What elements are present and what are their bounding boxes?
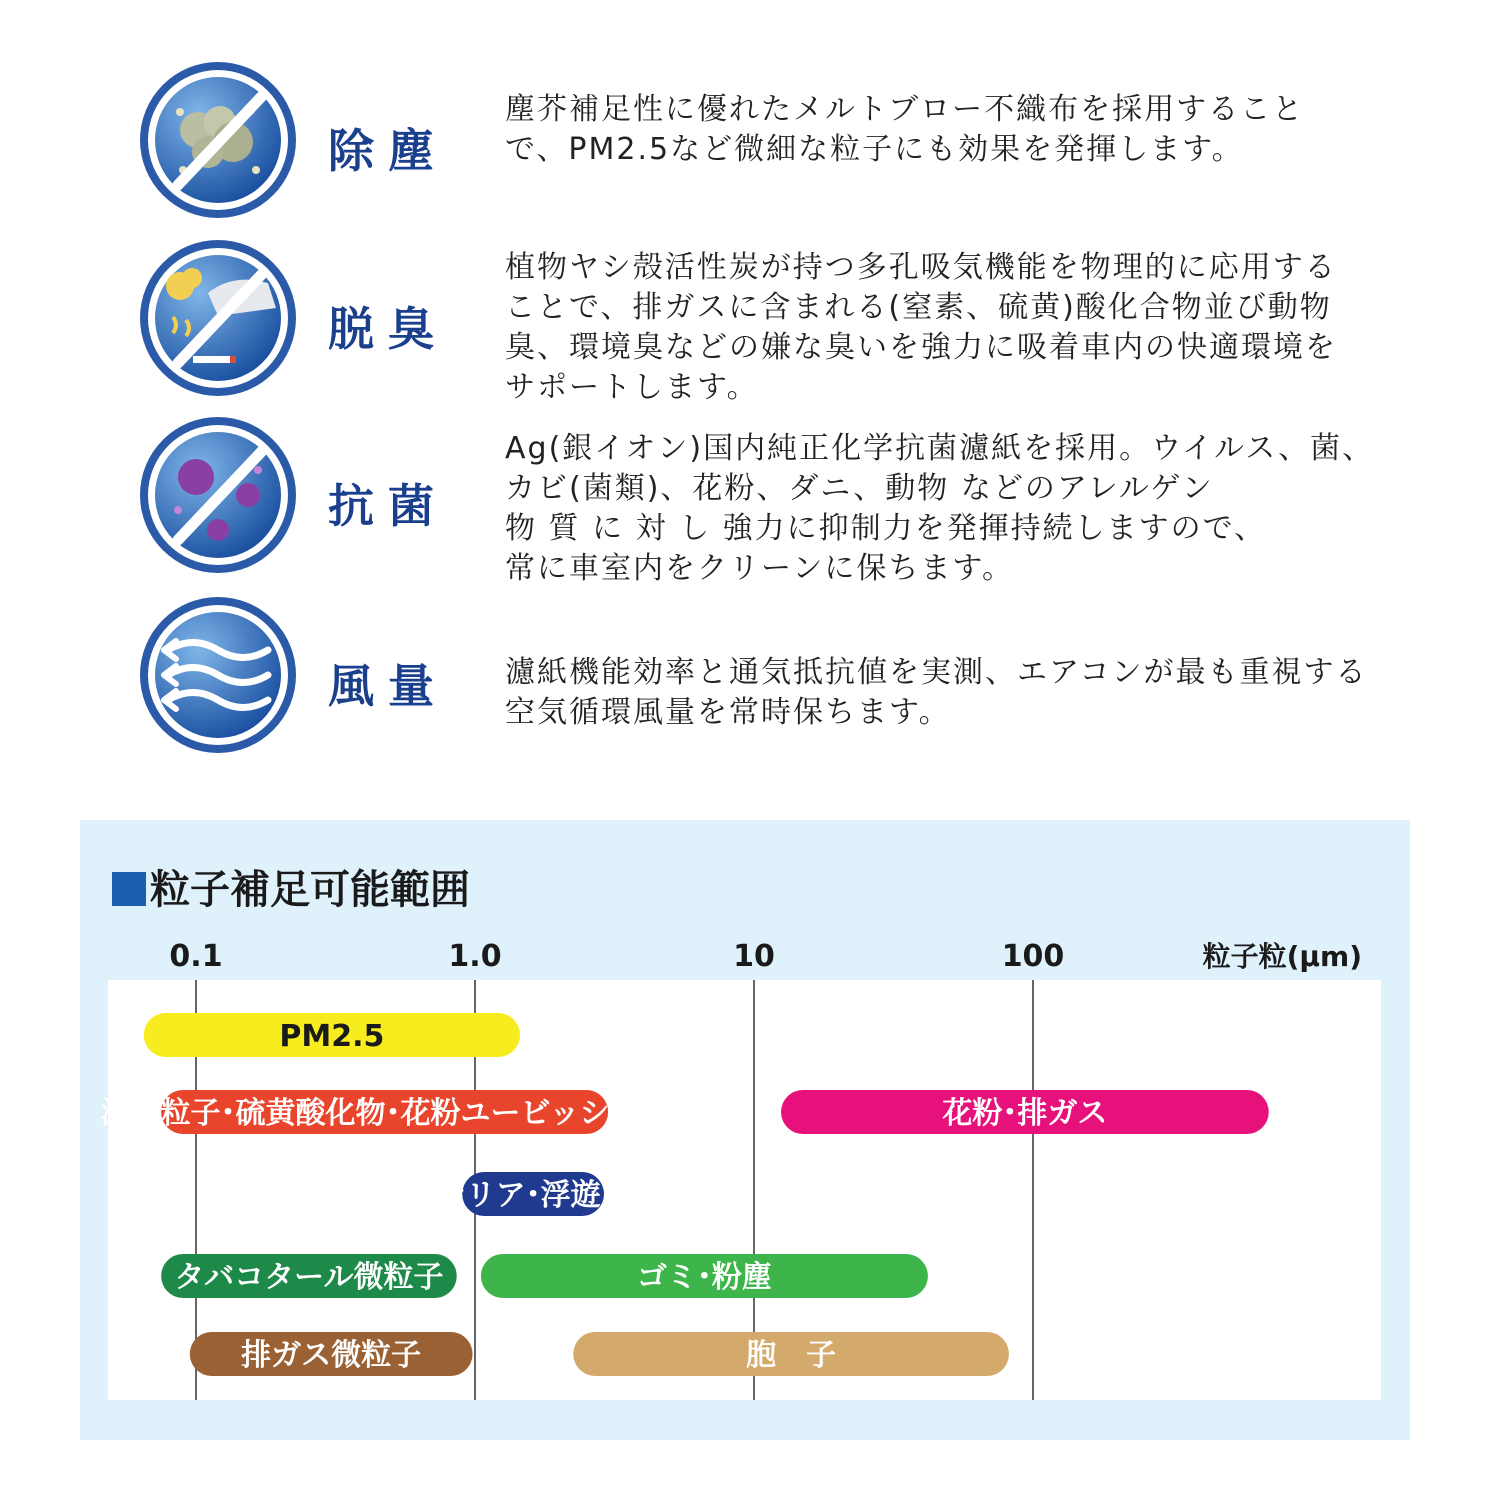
x-tick-label: 0.1 (169, 939, 223, 974)
range-bar-label: タバコタール微粒子 (174, 1260, 444, 1295)
chart-heading (112, 858, 470, 915)
description-line: 物 質 に 対 し 強力に抑制力を発揮持続しますので、 (505, 511, 1267, 546)
feature-title: 除塵 (328, 124, 448, 178)
feature-title: 抗菌 (328, 479, 448, 533)
description-line: カビ(菌類)、花粉、ダニ、動物 などのアレルゲン (505, 471, 1214, 506)
description-line: ことで、排ガスに含まれる(窒素、硫黄)酸化合物並び動物 (505, 290, 1332, 325)
feature-description (505, 429, 1405, 589)
x-axis-unit-label: 粒子粒(μm) (1202, 940, 1362, 973)
odor-icon (138, 238, 298, 398)
feature-description (505, 653, 1405, 733)
heading-square-marker (112, 872, 146, 906)
range-bar-label: バクテリア･浮遊カビ菌 (375, 1178, 691, 1213)
description-line: Ag(銀イオン)国内純正化学抗菌濾紙を採用。ウイルス、菌、 (505, 431, 1375, 466)
description-line: 空気循環風量を常時保ちます。 (505, 695, 951, 730)
dust-icon (138, 60, 298, 220)
range-bar-label: 排ガス微粒子 (241, 1338, 422, 1373)
chart-title: 粒子補足可能範囲 (150, 867, 470, 913)
feature-title: 風量 (328, 659, 448, 713)
range-bar-label: 浮遊粒子･硫黄酸化物･花粉ユービッシュ体 (100, 1096, 669, 1131)
particle-range-panel (80, 820, 1410, 1440)
x-tick-label: 10 (733, 939, 775, 974)
range-bar-label: ゴミ･粉塵 (636, 1260, 772, 1295)
description-line: サポートします。 (505, 370, 759, 405)
range-bar-label: 花粉･排ガス (942, 1096, 1108, 1131)
x-tick-label: 100 (1001, 939, 1065, 974)
airflow-icon (138, 595, 298, 755)
range-bar-label: PM2.5 (279, 1019, 385, 1054)
x-tick-label: 1.0 (448, 939, 502, 974)
description-line: 植物ヤシ殻活性炭が持つ多孔吸気機能を物理的に応用する (505, 250, 1337, 285)
description-line: 濾紙機能効率と通気抵抗値を実測、エアコンが最も重視する (505, 655, 1368, 690)
range-bar-label: 胞 子 (746, 1338, 837, 1373)
feature-description (505, 90, 1405, 170)
feature-description (505, 248, 1405, 408)
description-line: 常に車室内をクリーンに保ちます。 (505, 551, 1014, 586)
virus-icon (138, 415, 298, 575)
description-line: で、PM2.5など微細な粒子にも効果を発揮します。 (505, 132, 1244, 167)
description-line: 塵芥補足性に優れたメルトブロー不織布を採用すること (505, 92, 1305, 127)
feature-title: 脱臭 (328, 302, 448, 356)
description-line: 臭、環境臭などの嫌な臭いを強力に吸着車内の快適環境を (505, 330, 1337, 365)
